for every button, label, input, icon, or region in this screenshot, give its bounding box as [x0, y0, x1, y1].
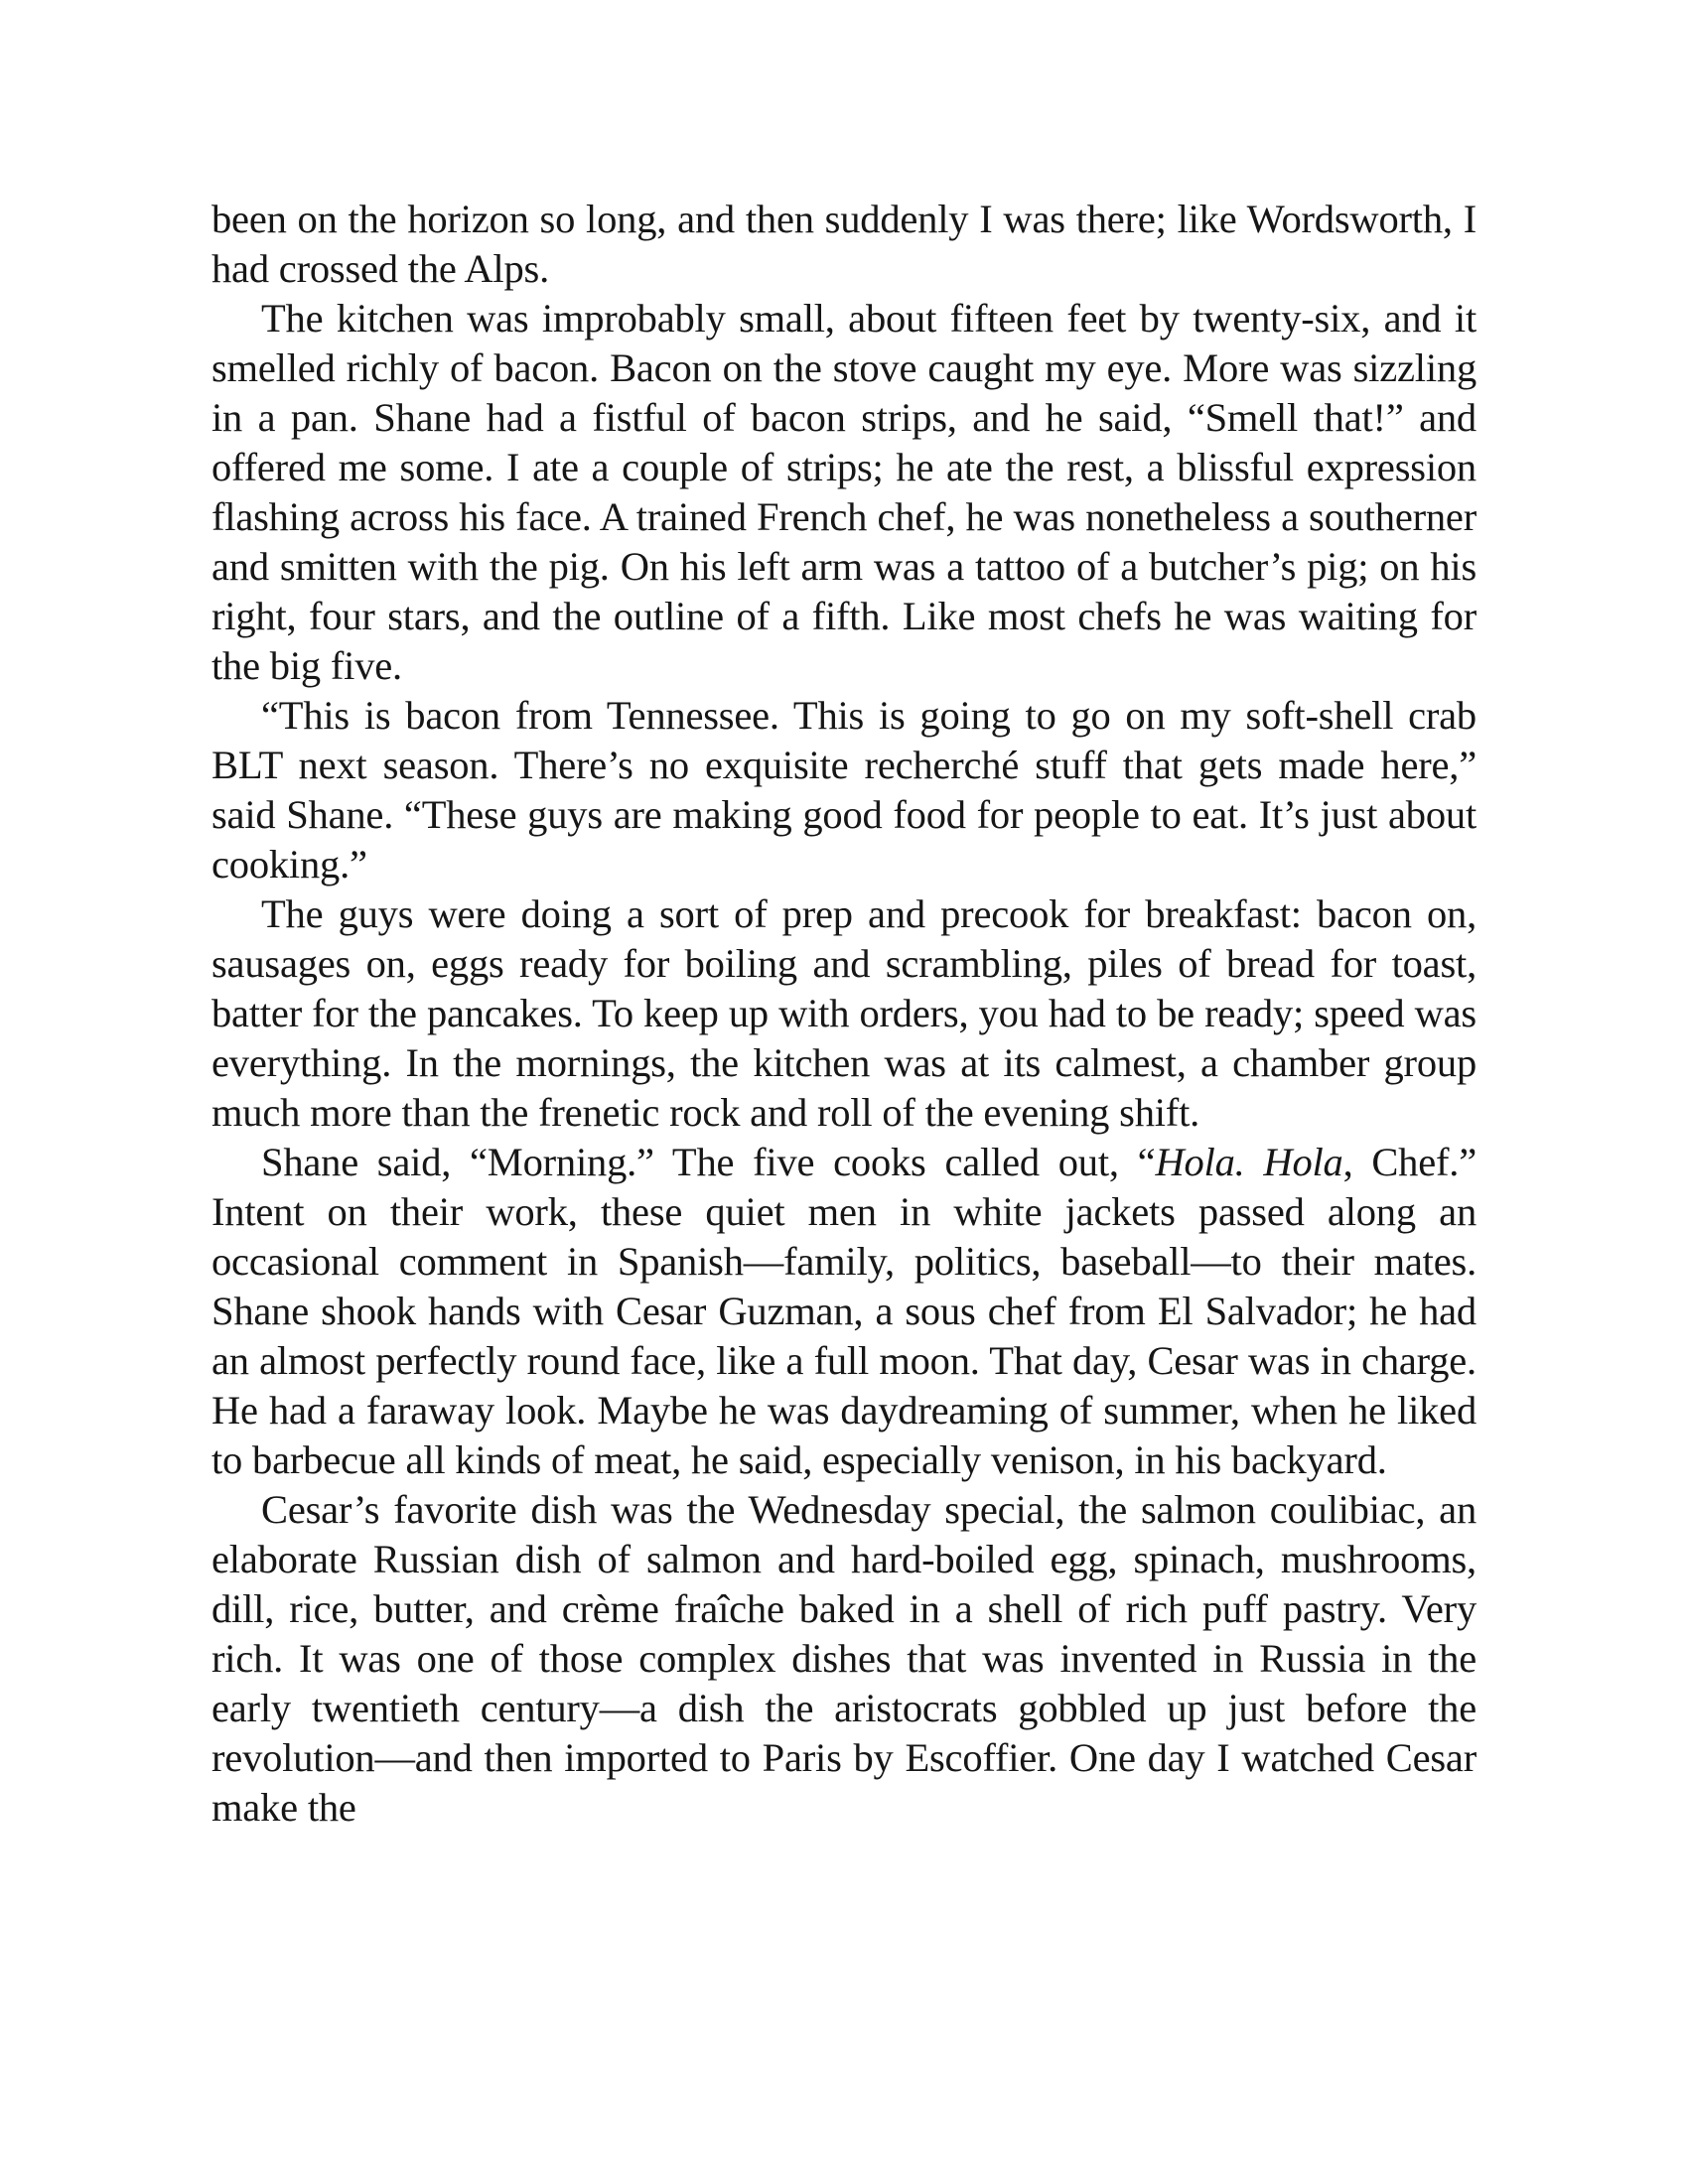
book-page-body — [211, 195, 1477, 1833]
paragraph-morning-before: Shane said, “Morning.” The five cooks called out, “ — [261, 1140, 1156, 1184]
paragraph-morning — [211, 1138, 1477, 1485]
paragraph-prep: The guys were doing a sort of prep and precook for breakfast: bacon on, sausages on, eggs ready for boiling and scrambling, piles of bread for toast, batter for the pancakes. To keep up with orders, you had to be ready; speed was everything. In the mornings, the kitchen was at its calmest, a chamber group much more than the frenetic rock and roll of the evening shift. — [211, 891, 1477, 1135]
paragraph-morning-italic: Hola. Hola — [1155, 1140, 1343, 1184]
paragraph-bacon-quote: “This is bacon from Tennessee. This is going to go on my soft-shell crab BLT next season. There’s no exquisite recherché stuff that gets made here,” said Shane. “These guys are making good food for people to eat. It’s just about cooking.” — [211, 693, 1477, 887]
paragraph-morning-after: , Chef.” Intent on their work, these quiet men in white jackets passed along an occasional comment in Spanish—family, politics, baseball—to their mates. Shane shook hands with Cesar Guzman, a sous chef from El Salvador; he had an almost perfectly round face, like a full moon. That day, Cesar was in charge. He had a faraway look. Maybe he was daydreaming of summer, when he liked to barbecue all kinds of meat, he said, especially venison, in his backyard. — [211, 1140, 1477, 1482]
paragraph-kitchen: The kitchen was improbably small, about fifteen feet by twenty-six, and it smelled richly of bacon. Bacon on the stove caught my eye. More was sizzling in a pan. Shane had a fistful of bacon strips, and he said, “Smell that!” and offered me some. I ate a couple of strips; he ate the rest, a blissful expression flashing across his face. A trained French chef, he was nonetheless a southerner and smitten with the pig. On his left arm was a tattoo of a butcher’s pig; on his right, four stars, and the outline of a fifth. Like most chefs he was waiting for the big five. — [211, 296, 1477, 688]
paragraph-continued: been on the horizon so long, and then suddenly I was there; like Wordsworth, I had crossed the Alps. — [211, 197, 1477, 291]
paragraph-coulibiac: Cesar’s favorite dish was the Wednesday special, the salmon coulibiac, an elaborate Russian dish of salmon and hard-boiled egg, spinach, mushrooms, dill, rice, butter, and crème fraîche baked in a shell of rich puff pastry. Very rich. It was one of those complex dishes that was invented in Russia in the early twentieth century—a dish the aristocrats gobbled up just before the revolution—and then imported to Paris by Escoffier. One day I watched Cesar make the — [211, 1487, 1477, 1830]
